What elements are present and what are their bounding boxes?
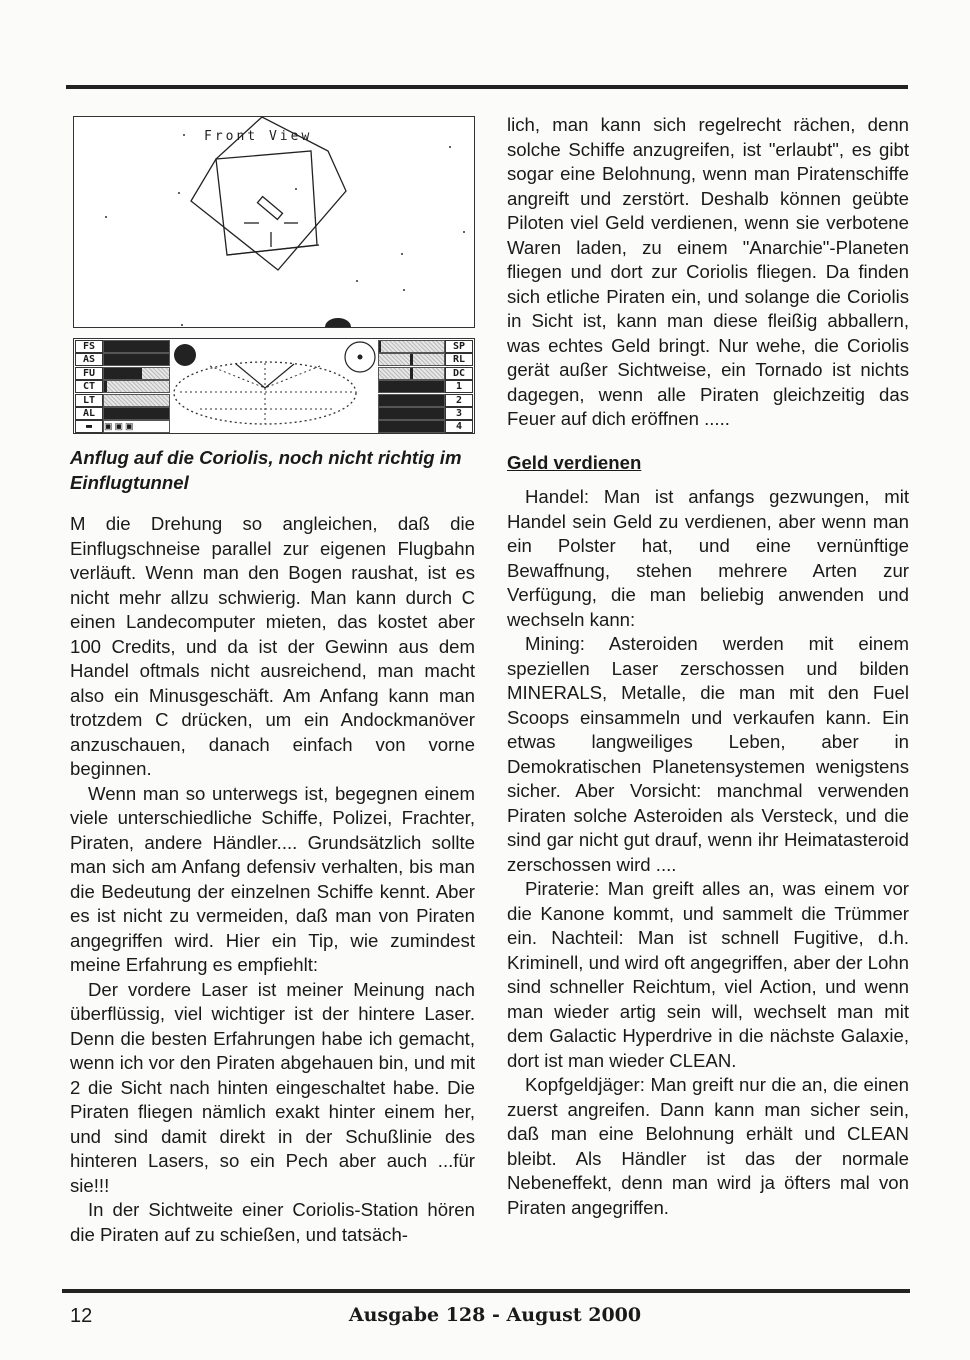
view-title: Front View (204, 129, 313, 144)
scanner-radar (170, 340, 377, 430)
missile-icon: ▬ (75, 420, 103, 433)
paragraph: Piraterie: Man greift alles an, was einem vor die Kanone kommt, und sammelt die Trümmer ein. Nachteil: Man ist schnell Fugitive, d.h. Kriminell, und wird oft angegriffen, aber der Lohn sind schneller Reichtum, viel Action, und wenn man wieder artig sein will, wechselt man mit dem Galactic Hyperdrive in die nächste Galaxie, dort ist man wieder CLEAN. (507, 878, 909, 1071)
gauge-energy-4: 4 (378, 420, 473, 433)
gauge-fs: FS (75, 340, 170, 353)
right-gauges (378, 340, 473, 434)
game-screenshot (73, 116, 475, 434)
coriolis-station-icon (74, 117, 474, 327)
gauge-al: AL (75, 407, 170, 420)
gauge-dc: DC (378, 367, 473, 380)
paragraph: In der Sichtweite einer Coriolis-Station hören die Piraten auf zu schießen, und tatsäch- (70, 1199, 475, 1245)
paragraph: Handel: Man ist anfangs gezwungen, mit Handel sein Geld zu verdienen, aber wenn man ein Polster hat, und eine vernünftige Bewaffnung, stehen mehrere Arten zur Verfügung, die man beliebig anwenden und wechseln kann: (507, 486, 909, 630)
gauge-energy-3: 3 (378, 407, 473, 420)
left-gauges (75, 340, 170, 434)
header-rule (66, 85, 908, 89)
paragraph: Kopfgeldjäger: Man greift nur die an, die einen zuerst angreifen. Dann kann man sicher sein, daß man eine Belohnung erhält und CLEAN bleibt. Als Händler ist das der normale Nebeneffekt, denn man wird ja öfters mal von Piraten angegriffen. (507, 1074, 909, 1218)
radar-ellipse-icon (170, 340, 377, 430)
paragraph: M die Drehung so angleichen, daß die Einflugschneise parallel zur eigenen Flugbahn verläuft. Wenn man den Bogen raushat, ist es nicht mehr allzu schwierig. Man kann durch C einen Landecomputer mieten, das kostet aber 100 Credits, und da ist der Gewinn aus dem Handel oftmals nicht ausreichend, man macht also ein Minusgeschäft. Am Anfang kann man trotzdem C drücken, um ein Andockmanöver anzuschauen, danach einfach von vorne beginnen. (70, 513, 475, 779)
paragraph: Mining: Asteroiden werden mit einem speziellen Laser zerschossen und bilden MINERALS, Metalle, die man mit den Fuel Scoops einsammeln und verkaufen kann. Ein etwas langweiliges Leben, aber in Demokratischen Planetensystemen wenigstens sicher. Aber Vorsicht: manchmal verwenden Piraten solche Asteroiden als Versteck, und die sind gar nicht gut drauf, wenn ihr Heimatasteroid zerschossen wird .... (507, 633, 909, 875)
gauge-sp: SP (378, 340, 473, 353)
left-column (70, 512, 475, 1247)
footer-rule (62, 1289, 910, 1293)
figure-caption: Anflug auf die Coriolis, noch nicht richtig im Einflugtunnel (70, 447, 462, 493)
paragraph: Der vordere Laser ist meiner Meinung nach überflüssig, viel wichtiger ist der hintere Laser. Denn die besten Erfahrungen habe ich gemacht, wenn ich vor den Piraten abgehauen bin, und mit 2 die Sicht nach hinten eingeschaltet habe. Die Piraten fliegen nämlich exakt hinter einem her, und sind damit direkt in der Schußlinie des hinteren Lasers, so ein Pech aber auch ...für sie!!! (70, 978, 475, 1196)
gauge-fu: FU (75, 367, 170, 380)
gauge-rl: RL (378, 353, 473, 366)
issue-title: Ausgabe 128 - August 2000 (348, 1304, 642, 1326)
compass-planet-icon (174, 344, 196, 366)
section-heading: Geld verdienen (507, 451, 642, 473)
gauge-lt: LT (75, 394, 170, 407)
right-column (507, 113, 909, 1220)
gauge-energy-2: 2 (378, 394, 473, 407)
dashboard-panel (73, 338, 475, 434)
gauge-ct: CT (75, 380, 170, 393)
missile-slots: ▬ ▣▣▣ (75, 420, 170, 433)
gauge-as: AS (75, 353, 170, 366)
front-view-panel (73, 116, 475, 328)
paragraph: lich, man kann sich regelrecht rächen, denn solche Schiffe anzugreifen, ist "erlaubt", es gibt sogar eine Belohnung, wenn man Piratenschiffe angreift und zerstört. Deshalb können geübte Piloten viel Geld verdienen, wenn sie verbotene Waren laden, zu einem "Anarchie"-Planeten fliegen und dort zur Coriolis fliegen. Da finden sich etliche Piraten ein, und solange die Coriolis in Sicht ist, kann man diese fleißig abballern, was echtes Geld bringt. Nur wehe, die Coriolis gerät außer Sichtweise, ein Tornado ist nichts dagegen, wenn alle Piraten gleichzeitig das Feuer auf dich eröffnen ..... (507, 114, 909, 429)
paragraph: Wenn man so unterwegs ist, begegnen einem viele unterschiedliche Schiffe, Polizei, Frachter, Piraten, andere Händler.... Grundsätzlich sollte man sich am Anfang defensiv verhalten, bis man die Bedeutung der einzelnen Schiffe kennt. Aber es ist nicht zu vermeiden, daß man von Piraten angegriffen wird. Hier ein Tip, wie zumindest meine Erfahrung es empfiehlt: (70, 782, 475, 975)
gauge-energy-1: 1 (378, 380, 473, 393)
page-number: 12 (70, 1305, 93, 1327)
